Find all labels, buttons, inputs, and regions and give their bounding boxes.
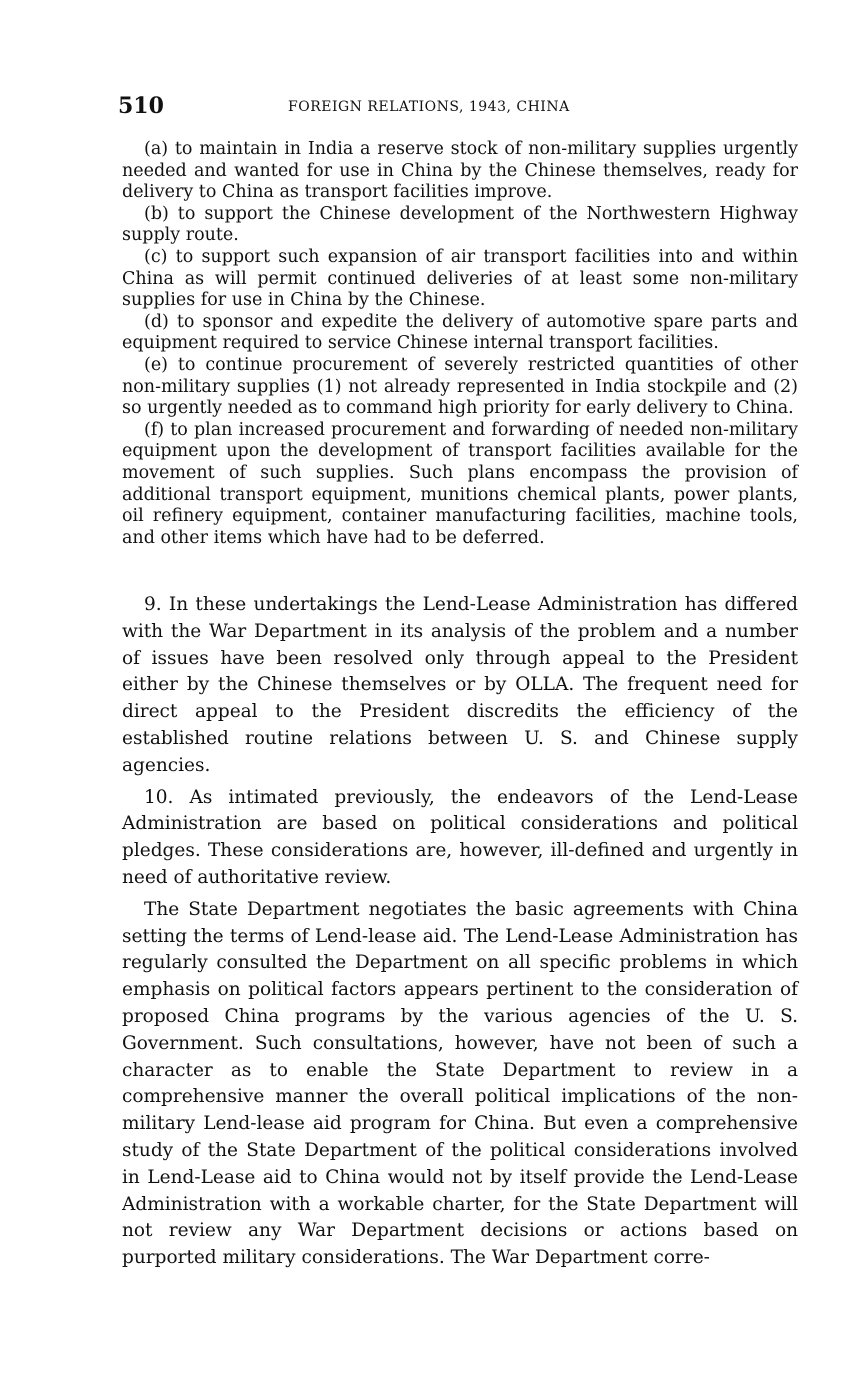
paragraph-state-department: The State Department negotiates the basic agreements with China setting the terms of Lend-lease aid. The Lend-Lease Administration has regularly consulted the Department on all specific problems in which emphasis on political factors appears pertinent to the consideration of proposed China programs by the various agencies of the U. S. Government. Such consultations, however, have not been of such a character as to enable the State Department to review in a comprehensive manner the overall political implications of the non-military Lend-lease aid program for China. But even a comprehensive study of the State Department of the political considerations involved in Lend-Lease aid to China would not by itself provide the Lend-Lease Administration with a workable charter, for the State Department will not review any War Department decisions or actions based on purported military considerations. The War Department corre- [122,898,798,1269]
supply-objectives-list [122,139,798,549]
running-head: FOREIGN RELATIONS, 1943, CHINA [288,99,570,115]
list-item: (f) to plan increased procurement and forwarding of needed non-military equipment upon the development of transport facilities available for the movement of such supplies. Such plans encompass the provision of additional transport equipment, munitions chemical plants, power plants, oil refinery equipment, container manufacturing facilities, machine tools, and other items which have had to be deferred. [122,419,798,548]
page-header [118,93,808,123]
page-number: 510 [118,93,164,119]
list-item: (d) to sponsor and expedite the delivery of automotive spare parts and equipment required to service Chinese internal transport facilities. [122,311,798,354]
paragraph-10: 10. As intimated previously, the endeavors of the Lend-Lease Administration are based on political considerations and political pledges. These considerations are, however, ill-defined and urgently in need of authoritative review. [122,786,798,888]
list-item: (a) to maintain in India a reserve stock of non-military supplies urgently needed and wanted for use in China by the Chinese themselves, ready for delivery to China as transport facilities improve. [122,139,798,203]
list-item: (e) to continue procurement of severely restricted quantities of other non-military supplies (1) not already represented in India stockpile and (2) so urgently needed as to command high priority for early delivery to China. [122,354,798,419]
body-text [122,592,798,1272]
list-item: (c) to support such expansion of air transport facilities into and within China as will permit continued deliveries of at least some non-military supplies for use in China by the Chinese. [122,246,798,311]
list-item: (b) to support the Chinese development of the Northwestern Highway supply route. [122,203,798,246]
paragraph-9: 9. In these undertakings the Lend-Lease Administration has differed with the War Department in its analysis of the problem and a number of issues have been resolved only through appeal to the President either by the Chinese themselves or by OLLA. The frequent need for direct appeal to the President discredits the efficiency of the established routine relations between U. S. and Chinese supply agencies. [122,594,798,776]
